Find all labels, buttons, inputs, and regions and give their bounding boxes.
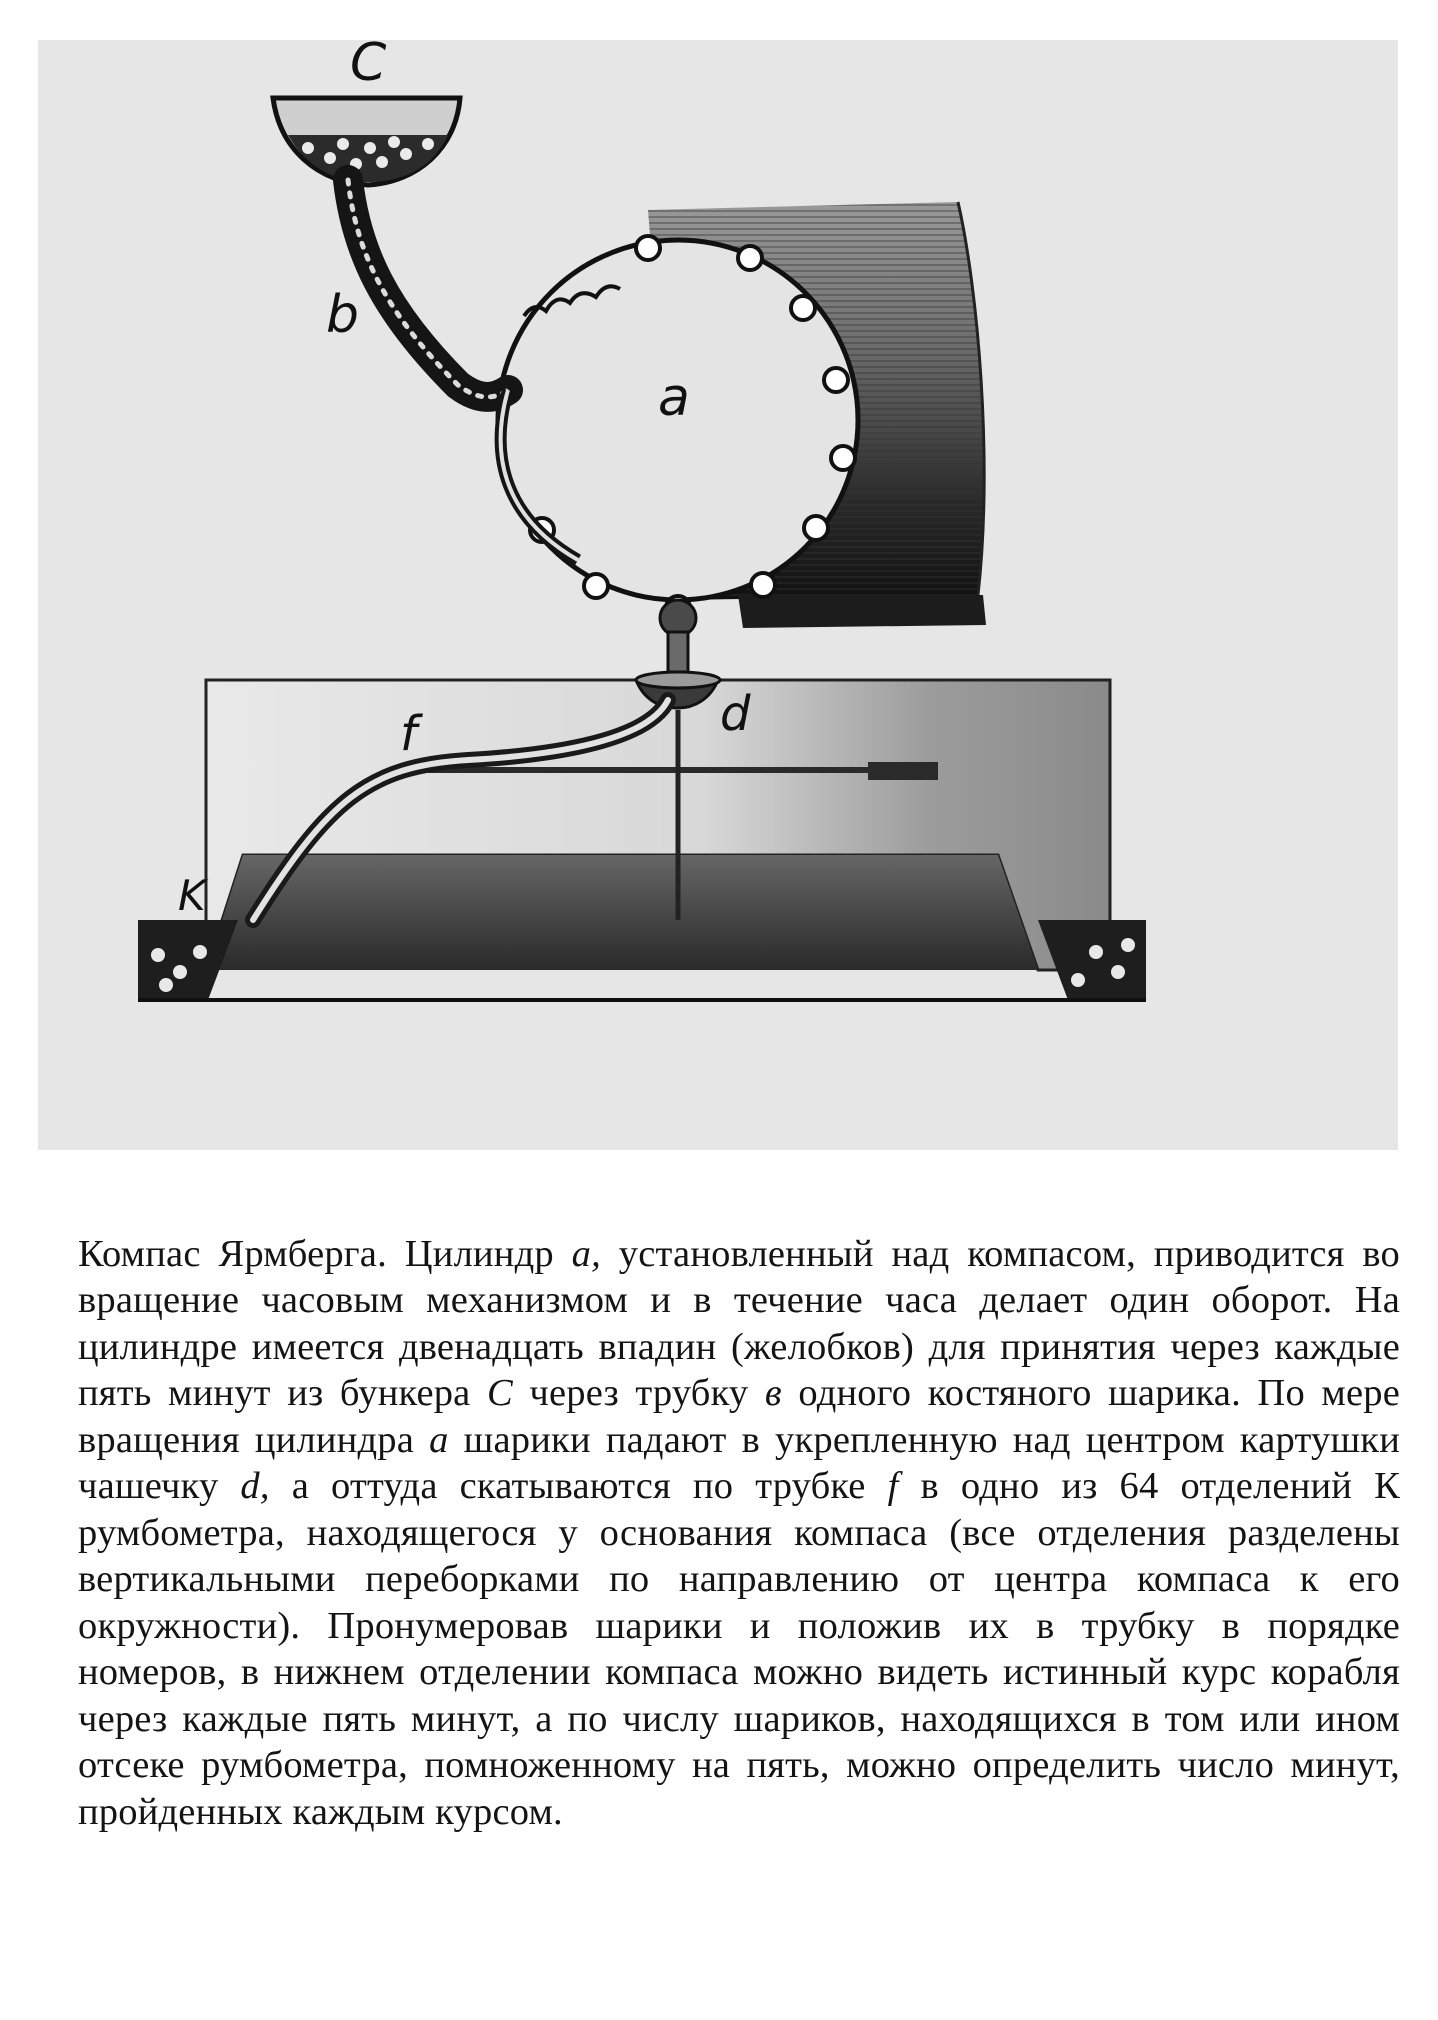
caption-text-5: шарики падают в укрепленную над центром картушки чашечку xyxy=(78,1418,1400,1507)
label-f: f xyxy=(400,706,417,762)
caption-var-d: d, xyxy=(240,1465,270,1507)
compass-illustration xyxy=(38,40,1398,1150)
caption-var-c: C xyxy=(487,1372,513,1414)
label-d: d xyxy=(720,686,751,742)
label-k: K xyxy=(178,871,206,920)
caption-text-4: одного костяного шарика. По мере вращения цилиндра xyxy=(78,1372,1401,1461)
label-a: a xyxy=(658,368,690,428)
caption-text-2: установленный над компасом, приводится во вращение часовым механизмом и в течение часа делает один оборот. На цилиндре имеется двенадцать впадин (желобков) для принятия через каждые пять минут из бункера xyxy=(78,1232,1400,1414)
caption-var-a2: a xyxy=(429,1418,449,1461)
label-c: C xyxy=(350,40,387,93)
caption-text-3: через трубку xyxy=(512,1372,765,1414)
caption-var-b: в xyxy=(764,1372,782,1414)
caption-var-a: a, xyxy=(571,1232,601,1275)
caption-text-7: в одно из 64 отделений К румбометра, находящегося у основания компаса (все отделения разделены вертикальными переборками по направлению от центра компаса к его окружности). Пронумеровав шарики и положив их в трубку в порядке номеров, в нижнем отделении компаса можно видеть истинный курс корабля через каждые пять минут, а по числу шариков, находящихся в том или ином отсеке румбометра, помноженному на пять, можно определить число минут, пройденных каждым курсом. xyxy=(78,1465,1400,1833)
figure-caption xyxy=(78,1231,1400,1836)
caption-var-f: f xyxy=(887,1465,899,1507)
caption-text-6: а оттуда скатываются по трубке xyxy=(269,1465,888,1507)
compass-drawing xyxy=(38,40,1398,1150)
label-b: b xyxy=(326,285,360,345)
caption-title: Компас Ярмберга. xyxy=(78,1232,387,1275)
caption-text-1: Цилиндр xyxy=(386,1232,572,1275)
